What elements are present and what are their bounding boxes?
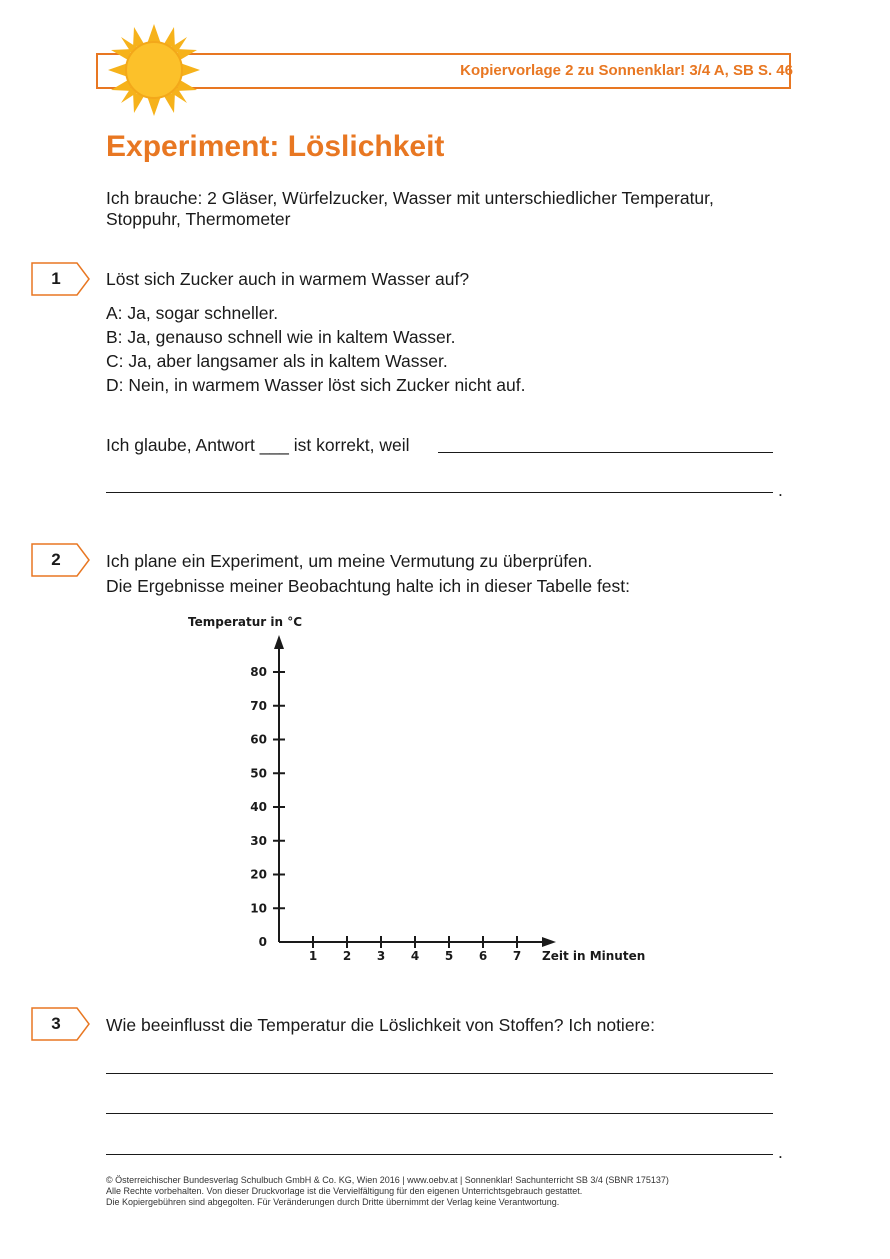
header-title: Kopiervorlage 2 zu Sonnenklar! 3/4 A, SB S. 46 bbox=[460, 62, 793, 79]
task1-answer-prefix: Ich glaube, Antwort ___ ist korrekt, weil bbox=[106, 435, 410, 455]
x-tick-label: 2 bbox=[342, 949, 352, 963]
page-title: Experiment: Löslichkeit bbox=[106, 130, 445, 163]
x-tick-label: 1 bbox=[308, 949, 318, 963]
footer-line-1: © Österreichischer Bundesverlag Schulbuch GmbH & Co. KG, Wien 2016 | www.oebv.at | Sonnenklar! Sachunterricht SB 3/4 (SBNR 175137) bbox=[106, 1175, 669, 1185]
y-axis-label: Temperatur in °C bbox=[188, 615, 302, 629]
x-axis-label: Zeit in Minuten bbox=[542, 949, 646, 963]
task2-line-2: Die Ergebnisse meiner Beobachtung halte ich in dieser Tabelle fest: bbox=[106, 576, 631, 596]
task-number-2: 2 bbox=[51, 550, 61, 569]
task-number-badge-1 bbox=[31, 262, 91, 296]
sun-icon bbox=[106, 22, 202, 118]
y-tick-label: 10 bbox=[250, 901, 267, 916]
materials-line-1: Ich brauche: 2 Gläser, Würfelzucker, Wasser mit unterschiedlicher Temperatur, bbox=[106, 188, 714, 208]
task-number-1: 1 bbox=[51, 269, 61, 288]
temperature-time-chart bbox=[180, 605, 650, 975]
footer bbox=[106, 1175, 669, 1208]
task1-option-c: C: Ja, aber langsamer als in kaltem Wasser. bbox=[106, 351, 448, 371]
task3-end-dot: . bbox=[778, 1142, 783, 1162]
footer-line-2: Alle Rechte vorbehalten. Von dieser Druckvorlage ist die Vervielfältigung für den eigenen Unterrichtsgebrauch gestattet. bbox=[106, 1186, 583, 1196]
task1-option-d: D: Nein, in warmem Wasser löst sich Zucker nicht auf. bbox=[106, 375, 526, 395]
answer-line-2[interactable] bbox=[106, 492, 773, 493]
task1-option-a: A: Ja, sogar schneller. bbox=[106, 303, 279, 323]
notes-line-3[interactable] bbox=[106, 1154, 773, 1155]
y-tick-label: 50 bbox=[250, 766, 267, 781]
notes-line-2[interactable] bbox=[106, 1113, 773, 1114]
task3-question: Wie beeinflusst die Temperatur die Löslichkeit von Stoffen? Ich notiere: bbox=[106, 1015, 655, 1035]
x-tick-label: 7 bbox=[512, 949, 522, 963]
x-tick-label: 5 bbox=[444, 949, 454, 963]
x-tick-label: 3 bbox=[376, 949, 386, 963]
task1-question: Löst sich Zucker auch in warmem Wasser auf? bbox=[106, 269, 470, 289]
x-tick-label: 6 bbox=[478, 949, 488, 963]
y-tick-label: 20 bbox=[250, 867, 267, 882]
y-tick-label: 60 bbox=[250, 732, 267, 747]
y-tick-label: 80 bbox=[250, 665, 267, 679]
task1-option-b: B: Ja, genauso schnell wie in kaltem Wasser. bbox=[106, 327, 456, 347]
task-number-badge-3 bbox=[31, 1007, 91, 1041]
task-number-3: 3 bbox=[51, 1014, 61, 1033]
footer-line-3: Die Kopiergebühren sind abgegolten. Für Veränderungen durch Dritte übernimmt der Verlag keine Verantwortung. bbox=[106, 1197, 560, 1207]
y-tick-label: 70 bbox=[250, 698, 267, 713]
task1-end-dot: . bbox=[778, 480, 783, 500]
x-axis-arrow-icon bbox=[542, 937, 556, 947]
answer-line-1[interactable] bbox=[438, 452, 773, 453]
y-axis-arrow-icon bbox=[274, 635, 284, 649]
y-tick-label: 30 bbox=[250, 833, 267, 848]
y-tick-label: 0 bbox=[258, 935, 267, 949]
notes-line-1[interactable] bbox=[106, 1073, 773, 1074]
task-number-badge-2 bbox=[31, 543, 91, 577]
x-tick-label: 4 bbox=[410, 949, 420, 963]
task2-line-1: Ich plane ein Experiment, um meine Vermutung zu überprüfen. bbox=[106, 551, 593, 571]
y-tick-label: 40 bbox=[250, 800, 267, 814]
materials-line-2: Stoppuhr, Thermometer bbox=[106, 209, 291, 229]
